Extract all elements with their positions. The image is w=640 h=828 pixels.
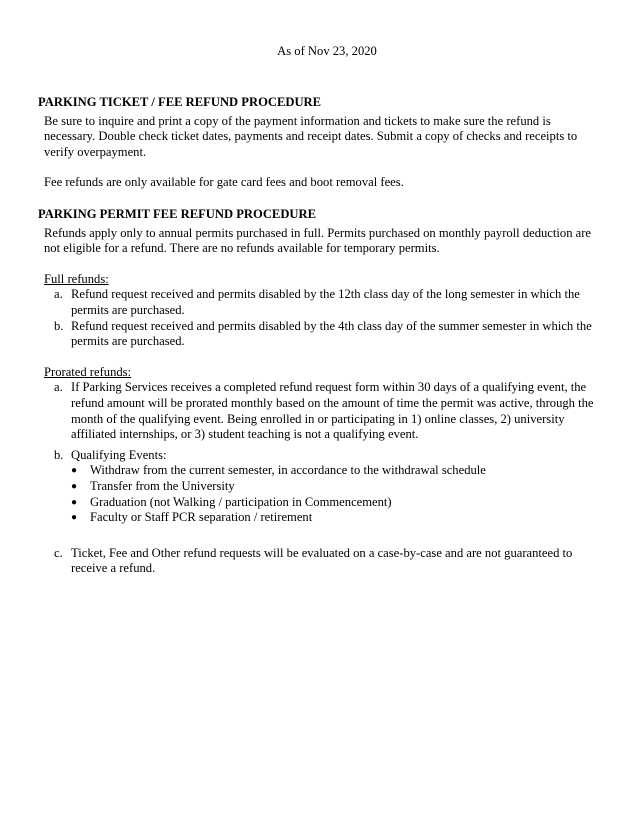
bullet-icon: ● [71,496,78,508]
text-line: Refunds apply only to annual permits purchased in full. Permits purchased on monthly payroll deduction are [44,225,592,240]
as-of-date: As of Nov 23, 2020 [277,44,377,58]
list-item [38,546,594,577]
prorated-refunds-label: Prorated refunds: [44,364,132,379]
list-item [38,479,594,495]
list-item [38,510,594,526]
text-line: Refund request received and permits disabled by the 12th class day of the long semester in which the [71,287,580,302]
text-line: verify overpayment. [44,144,147,159]
list-marker: a. [54,287,63,302]
list-item [38,448,594,526]
text-line: Refund request received and permits disabled by the 4th class day of the summer semester in which the [71,318,592,333]
prorated-refunds-list [38,380,594,577]
qualifying-events-label: Qualifying Events: [71,447,167,462]
list-marker: b. [54,447,64,462]
list-item [38,287,594,318]
text-line: month of the qualifying event. Being enrolled in or participating in 1) online classes, 2) university [71,411,565,426]
full-refunds-label: Full refunds: [44,271,109,286]
text-line: receive a refund. [71,561,156,576]
bullet-text: Graduation (not Walking / participation in Commencement) [90,494,392,509]
list-item [38,319,594,350]
text-line: If Parking Services receives a completed refund request form within 30 days of a qualifying event, the [71,380,587,395]
bullet-icon: ● [71,512,78,524]
ticket-refund-paragraph [38,114,594,161]
list-item [38,495,594,511]
text-line: permits are purchased. [71,302,185,317]
text-line: Be sure to inquire and print a copy of the payment information and tickets to make sure the refund is [44,113,551,128]
list-marker: c. [54,545,63,560]
permit-refund-section [38,207,594,577]
text-line: refund amount will be prorated monthly based on the amount of time the permit was active, through the [71,395,594,410]
list-item [38,463,594,479]
bullet-text: Withdraw from the current semester, in accordance to the withdrawal schedule [90,463,486,478]
fee-refund-paragraph: Fee refunds are only available for gate card fees and boot removal fees. [44,175,404,190]
qualifying-events-list [38,463,594,525]
text-line: Ticket, Fee and Other refund requests will be evaluated on a case-by-case and are not guaranteed to [71,545,573,560]
full-refunds-list [38,287,594,349]
bullet-text: Transfer from the University [90,478,235,493]
bullet-icon: ● [71,465,78,477]
permit-refund-heading: PARKING PERMIT FEE REFUND PROCEDURE [38,207,317,221]
bullet-text: Faculty or Staff PCR separation / retirement [90,510,313,525]
text-line: necessary. Double check ticket dates, payments and receipt dates. Submit a copy of checks and receipts to [44,129,578,144]
text-line: not eligible for a refund. There are no refunds available for temporary permits. [44,241,440,256]
permit-refund-intro [38,226,594,257]
text-line: affiliated internships, or 3) student teaching is not a qualifying event. [71,427,419,442]
list-marker: b. [54,318,64,333]
ticket-refund-section [38,95,594,191]
ticket-refund-heading: PARKING TICKET / FEE REFUND PROCEDURE [38,95,322,109]
list-item [38,380,594,442]
list-marker: a. [54,380,63,395]
bullet-icon: ● [71,480,78,492]
text-line: permits are purchased. [71,334,185,349]
